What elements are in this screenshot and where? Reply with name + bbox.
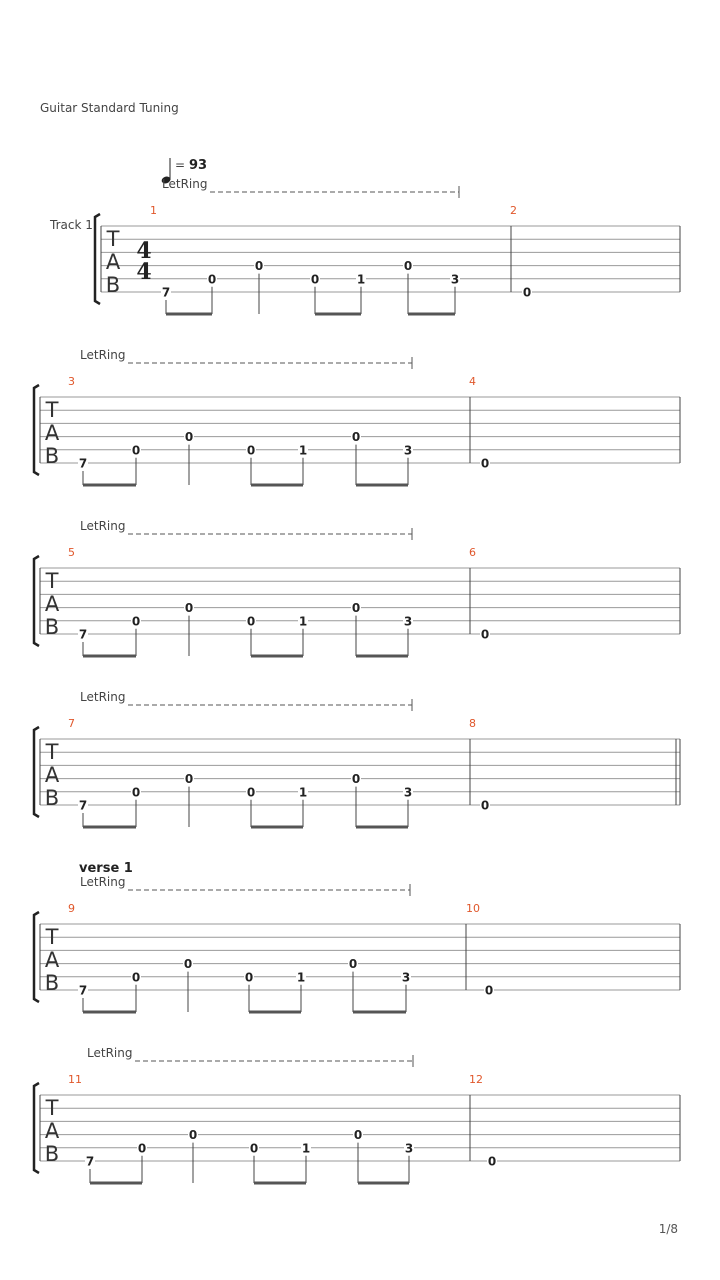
tab-clef-letter: B <box>44 444 60 468</box>
fret-number: 7 <box>78 798 88 813</box>
letring-label: LetRing <box>87 1046 133 1060</box>
track-name: Track 1 <box>50 218 93 232</box>
fret-number: 7 <box>78 983 88 998</box>
tab-clef-letter: B <box>44 971 60 995</box>
measure-number: 8 <box>469 717 476 730</box>
fret-number: 0 <box>137 1141 147 1156</box>
fret-number: 1 <box>356 272 366 287</box>
fret-number: 0 <box>246 443 256 458</box>
tab-clef-letter: B <box>44 1142 60 1166</box>
tab-system <box>49 177 680 314</box>
fret-number: 0 <box>131 970 141 985</box>
fret-number: 0 <box>351 601 361 616</box>
fret-number: 0 <box>249 1141 259 1156</box>
fret-number: 1 <box>298 785 308 800</box>
tab-clef-letter: T <box>45 398 59 422</box>
letring-label: LetRing <box>80 519 126 533</box>
tab-clef-letter: A <box>105 250 121 274</box>
measure-number: 1 <box>150 204 157 217</box>
fret-number: 0 <box>480 456 490 471</box>
time-signature-bottom: 4 <box>136 259 152 285</box>
tab-system <box>34 519 680 656</box>
tab-clef-letter: A <box>44 1119 60 1143</box>
tempo-bpm: 93 <box>189 158 208 173</box>
measure-number: 4 <box>469 375 476 388</box>
system-bracket <box>34 727 39 817</box>
measure-number: 2 <box>510 204 517 217</box>
letring-label: LetRing <box>80 690 126 704</box>
system-bracket <box>34 1083 39 1173</box>
fret-number: 3 <box>403 785 413 800</box>
fret-number: 3 <box>403 443 413 458</box>
fret-number: 0 <box>484 983 494 998</box>
fret-number: 0 <box>188 1128 198 1143</box>
tab-clef-letter: B <box>105 273 121 297</box>
fret-number: 0 <box>183 957 193 972</box>
letring-label: LetRing <box>80 875 126 889</box>
section-marker: verse 1 <box>79 861 133 876</box>
system-bracket <box>95 214 100 304</box>
tab-clef-letter: B <box>44 615 60 639</box>
system-bracket <box>34 385 39 475</box>
fret-number: 7 <box>85 1154 95 1169</box>
fret-number: 0 <box>184 601 194 616</box>
measure-number: 9 <box>68 902 75 915</box>
tab-clef-letter: T <box>45 569 59 593</box>
fret-number: 1 <box>296 970 306 985</box>
fret-number: 0 <box>246 614 256 629</box>
measure-number: 11 <box>68 1073 82 1086</box>
fret-number: 0 <box>348 957 358 972</box>
fret-number: 0 <box>254 259 264 274</box>
tab-clef-letter: T <box>45 1096 59 1120</box>
tab-clef-letter: T <box>45 925 59 949</box>
fret-number: 3 <box>404 1141 414 1156</box>
fret-number: 3 <box>401 970 411 985</box>
fret-number: 0 <box>480 627 490 642</box>
fret-number: 0 <box>480 798 490 813</box>
fret-number: 0 <box>244 970 254 985</box>
fret-number: 0 <box>131 443 141 458</box>
measure-number: 7 <box>68 717 75 730</box>
fret-number: 0 <box>184 430 194 445</box>
tab-clef-letter: A <box>44 592 60 616</box>
fret-number: 0 <box>522 285 532 300</box>
system-bracket <box>34 556 39 646</box>
fret-number: 0 <box>353 1128 363 1143</box>
tab-clef-letter: A <box>44 763 60 787</box>
fret-number: 7 <box>161 285 171 300</box>
fret-number: 0 <box>310 272 320 287</box>
fret-number: 1 <box>301 1141 311 1156</box>
tab-system <box>34 1046 680 1183</box>
fret-number: 0 <box>351 430 361 445</box>
fret-number: 0 <box>207 272 217 287</box>
tab-clef-letter: T <box>45 740 59 764</box>
fret-number: 0 <box>246 785 256 800</box>
tab-clef-letter: T <box>106 227 120 251</box>
letring-label: LetRing <box>80 348 126 362</box>
tab-system <box>34 348 680 485</box>
fret-number: 7 <box>78 456 88 471</box>
page-number: 1/8 <box>658 1222 678 1236</box>
fret-number: 7 <box>78 627 88 642</box>
time-signature-top: 4 <box>136 238 152 264</box>
tab-clef-letter: A <box>44 948 60 972</box>
measure-number: 5 <box>68 546 75 559</box>
tab-system <box>34 690 680 827</box>
tempo-equals: = <box>175 158 186 172</box>
measure-number: 12 <box>469 1073 483 1086</box>
measure-number: 3 <box>68 375 75 388</box>
fret-number: 0 <box>403 259 413 274</box>
fret-number: 0 <box>351 772 361 787</box>
measure-number: 6 <box>469 546 476 559</box>
fret-number: 3 <box>450 272 460 287</box>
measure-number: 10 <box>466 902 480 915</box>
fret-number: 1 <box>298 614 308 629</box>
tab-clef-letter: A <box>44 421 60 445</box>
fret-number: 1 <box>298 443 308 458</box>
letring-label: LetRing <box>162 177 208 191</box>
tab-system <box>34 861 680 1012</box>
fret-number: 0 <box>184 772 194 787</box>
fret-number: 0 <box>131 614 141 629</box>
tuning-label: Guitar Standard Tuning <box>40 101 179 115</box>
tab-clef-letter: B <box>44 786 60 810</box>
fret-number: 3 <box>403 614 413 629</box>
fret-number: 0 <box>131 785 141 800</box>
fret-number: 0 <box>487 1154 497 1169</box>
system-bracket <box>34 912 39 1002</box>
